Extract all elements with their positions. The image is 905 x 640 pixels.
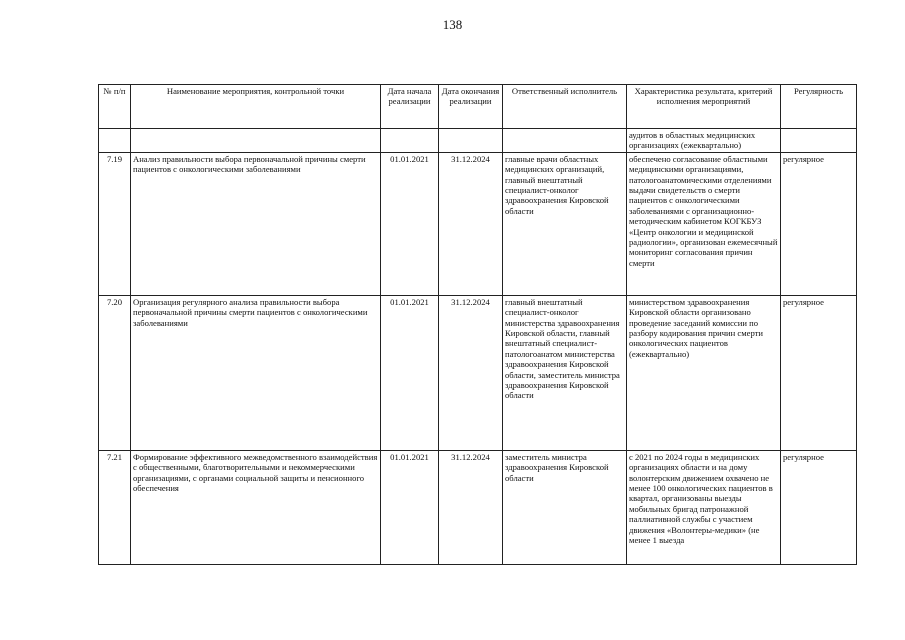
cell-responsible: заместитель министра здравоохранения Кировской области [503, 450, 627, 564]
cell-num: 7.19 [99, 152, 131, 295]
cell-start: 01.01.2021 [381, 450, 439, 564]
page-number: 138 [442, 17, 463, 32]
cell-result: аудитов в областных медицинских организациях (ежеквартально) [627, 129, 781, 153]
header-name: Наименование мероприятия, контрольной точки [131, 85, 381, 129]
header-result: Характеристика результата, критерий исполнения мероприятий [627, 85, 781, 129]
table-row [99, 450, 857, 564]
cell-end: 31.12.2024 [439, 152, 503, 295]
cell-name: Организация регулярного анализа правильности выбора первоначальной причины смерти пациентов с онкологическими заболеваниями [131, 295, 381, 450]
cell-responsible: главный внештатный специалист-онколог министерства здравоохранения Кировской области, главный внештатный специалист-патологоанатом министерства здравоохранения Кировской области, заместитель министра здравоохранения Кировской области [503, 295, 627, 450]
table-row-continuation [99, 129, 857, 153]
table-row [99, 295, 857, 450]
cell-result: обеспечено согласование областными медицинскими организациями, патологоанатомическими отделениями выдачи свидетельств о смерти пациентов с онкологическими заболеваниями с организационно-методическим кабинетом КОГКБУЗ «Центр онкологии и медицинской радиологии», организован ежемесячный мониторинг согласования причин смерти [627, 152, 781, 295]
cell-regularity [781, 129, 857, 153]
cell-result: министерством здравоохранения Кировской области организовано проведение заседаний комиссии по разбору кодирования причин смерти онкологических пациентов (ежеквартально) [627, 295, 781, 450]
header-num: № п/п [99, 85, 131, 129]
header-responsible: Ответственный исполнитель [503, 85, 627, 129]
cell-end: 31.12.2024 [439, 450, 503, 564]
cell-regularity: регулярное [781, 450, 857, 564]
cell-end [439, 129, 503, 153]
cell-start: 01.01.2021 [381, 295, 439, 450]
cell-responsible: главные врачи областных медицинских организаций, главный внештатный специалист-онколог здравоохранения Кировской области [503, 152, 627, 295]
table-row [99, 152, 857, 295]
action-plan-table [98, 84, 857, 565]
cell-num: 7.21 [99, 450, 131, 564]
header-start-date: Дата начала реализации [381, 85, 439, 129]
cell-name: Формирование эффективного межведомственного взаимодействия с общественными, благотворительными и некоммерческими организациями, с органами социальной защиты и пенсионного обеспечения [131, 450, 381, 564]
header-regularity: Регулярность [781, 85, 857, 129]
cell-num [99, 129, 131, 153]
cell-regularity: регулярное [781, 152, 857, 295]
cell-result: с 2021 по 2024 годы в медицинских организациях области и на дому волонтерским движением охвачено не менее 100 онкологических пациентов в квартал, организованы выезды мобильных бригад патронажной паллиативной службы с участием движения «Волонтеры-медики» (не менее 1 выезда [627, 450, 781, 564]
cell-start: 01.01.2021 [381, 152, 439, 295]
cell-responsible [503, 129, 627, 153]
header-end-date: Дата окончания реализации [439, 85, 503, 129]
cell-end: 31.12.2024 [439, 295, 503, 450]
cell-start [381, 129, 439, 153]
table-header-row [99, 85, 857, 129]
cell-regularity: регулярное [781, 295, 857, 450]
cell-num: 7.20 [99, 295, 131, 450]
cell-name: Анализ правильности выбора первоначальной причины смерти пациентов с онкологическими заболеваниями [131, 152, 381, 295]
cell-name [131, 129, 381, 153]
